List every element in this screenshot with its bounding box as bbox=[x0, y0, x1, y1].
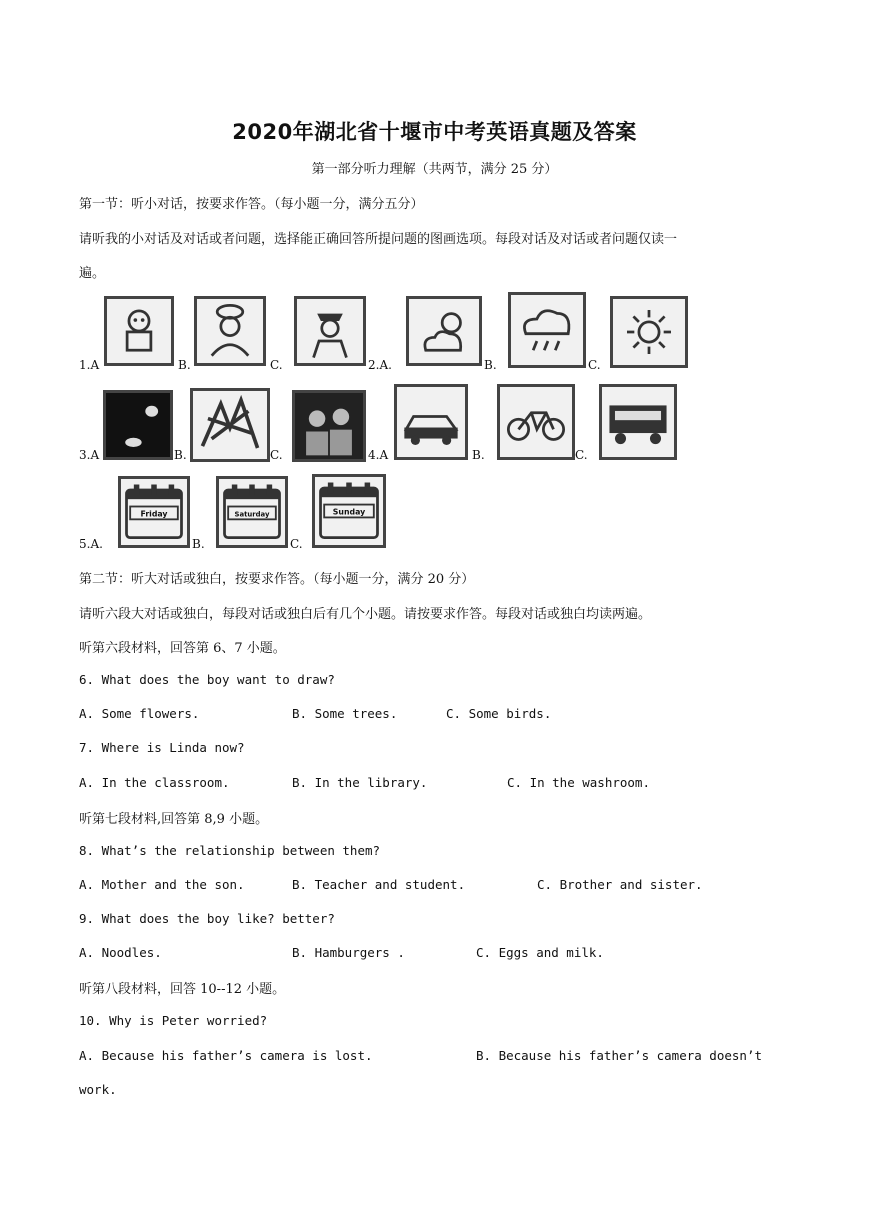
section2-instruction: 请听六段大对话或独白，每段对话或独白后有几个小题。请按要求作答。每段对话或独白均读两遍。 bbox=[79, 607, 652, 622]
material-7: 听第七段材料,回答第 8,9 小题。 bbox=[79, 812, 269, 827]
q10-option-a: A. Because his father’s camera is lost. bbox=[79, 1048, 373, 1063]
calendar-friday-label: Friday bbox=[140, 509, 168, 519]
q6-option-b: B. Some trees. bbox=[292, 706, 398, 721]
girl-icon bbox=[104, 296, 174, 366]
q7-option-c: C. In the washroom. bbox=[507, 775, 650, 790]
people-photo-icon bbox=[292, 390, 366, 462]
q1-label: 1.A bbox=[79, 358, 100, 372]
q2-c-label: C. bbox=[588, 358, 601, 372]
material-8: 听第八段材料，回答 10--12 小题。 bbox=[79, 982, 286, 997]
q10-option-b-cont: work. bbox=[79, 1082, 117, 1097]
q9-option-a: A. Noodles. bbox=[79, 945, 162, 960]
police-icon bbox=[294, 296, 366, 366]
q2-b-label: B. bbox=[484, 358, 497, 372]
q4-b-label: B. bbox=[472, 448, 485, 462]
page-title: 2020年湖北省十堰市中考英语真题及答案 bbox=[232, 120, 637, 144]
q8-option-b: B. Teacher and student. bbox=[292, 877, 466, 892]
q5-b-label: B. bbox=[192, 537, 205, 551]
q6-option-a: A. Some flowers. bbox=[79, 706, 200, 721]
q9-option-c: C. Eggs and milk. bbox=[476, 945, 604, 960]
section2-heading: 第二节：听大对话或独白，按要求作答。（每小题一分，满分 20 分） bbox=[79, 572, 475, 587]
q8-option-a: A. Mother and the son. bbox=[79, 877, 245, 892]
calendar-sunday-label: Sunday bbox=[332, 507, 366, 517]
sun-cloud-icon bbox=[406, 296, 482, 366]
q4-c-label: C. bbox=[575, 448, 588, 462]
rain-icon bbox=[508, 292, 586, 368]
question-7: 7. Where is Linda now? bbox=[79, 740, 245, 755]
calendar-sunday-icon bbox=[312, 474, 386, 548]
bus-icon bbox=[599, 384, 677, 460]
q7-option-a: A. In the classroom. bbox=[79, 775, 230, 790]
q1-b-label: B. bbox=[178, 358, 191, 372]
material-6: 听第六段材料，回答第 6、7 小题。 bbox=[79, 641, 286, 656]
q6-option-c: C. Some birds. bbox=[446, 706, 552, 721]
q5-c-label: C. bbox=[290, 537, 303, 551]
pattern-icon bbox=[190, 388, 270, 462]
question-6: 6. What does the boy want to draw? bbox=[79, 672, 335, 687]
calendar-saturday-label: Saturday bbox=[234, 510, 270, 519]
car-icon bbox=[394, 384, 468, 460]
sun-icon bbox=[610, 296, 688, 368]
q4-label: 4.A bbox=[368, 448, 389, 462]
question-8: 8. What’s the relationship between them? bbox=[79, 843, 381, 858]
q3-c-label: C. bbox=[270, 448, 283, 462]
q10-option-b: B. Because his father’s camera doesn’t bbox=[476, 1048, 762, 1063]
q9-option-b: B. Hamburgers . bbox=[292, 945, 405, 960]
q1-c-label: C. bbox=[270, 358, 283, 372]
q3-b-label: B. bbox=[174, 448, 187, 462]
question-9: 9. What does the boy like? better? bbox=[79, 911, 335, 926]
q2-label: 2.A. bbox=[368, 358, 392, 372]
q7-option-b: B. In the library. bbox=[292, 775, 428, 790]
section1-heading: 第一节：听小对话，按要求作答。（每小题一分，满分五分） bbox=[79, 197, 424, 212]
q8-option-c: C. Brother and sister. bbox=[537, 877, 703, 892]
chef-icon bbox=[194, 296, 266, 366]
section1-instruction-cont: 遍。 bbox=[79, 266, 106, 281]
part-subtitle: 第一部分听力理解（共两节，满分 25 分） bbox=[311, 162, 558, 177]
dark-photo-icon bbox=[103, 390, 173, 460]
section1-instruction: 请听我的小对话及对话或者问题，选择能正确回答所提问题的图画选项。每段对话及对话或者问题仅读一 bbox=[79, 232, 678, 247]
question-10: 10. Why is Peter worried? bbox=[79, 1013, 268, 1028]
calendar-saturday-icon bbox=[216, 476, 288, 548]
q3-label: 3.A bbox=[79, 448, 100, 462]
bicycle-icon bbox=[497, 384, 575, 460]
q5-label: 5.A. bbox=[79, 537, 103, 551]
calendar-friday-icon bbox=[118, 476, 190, 548]
